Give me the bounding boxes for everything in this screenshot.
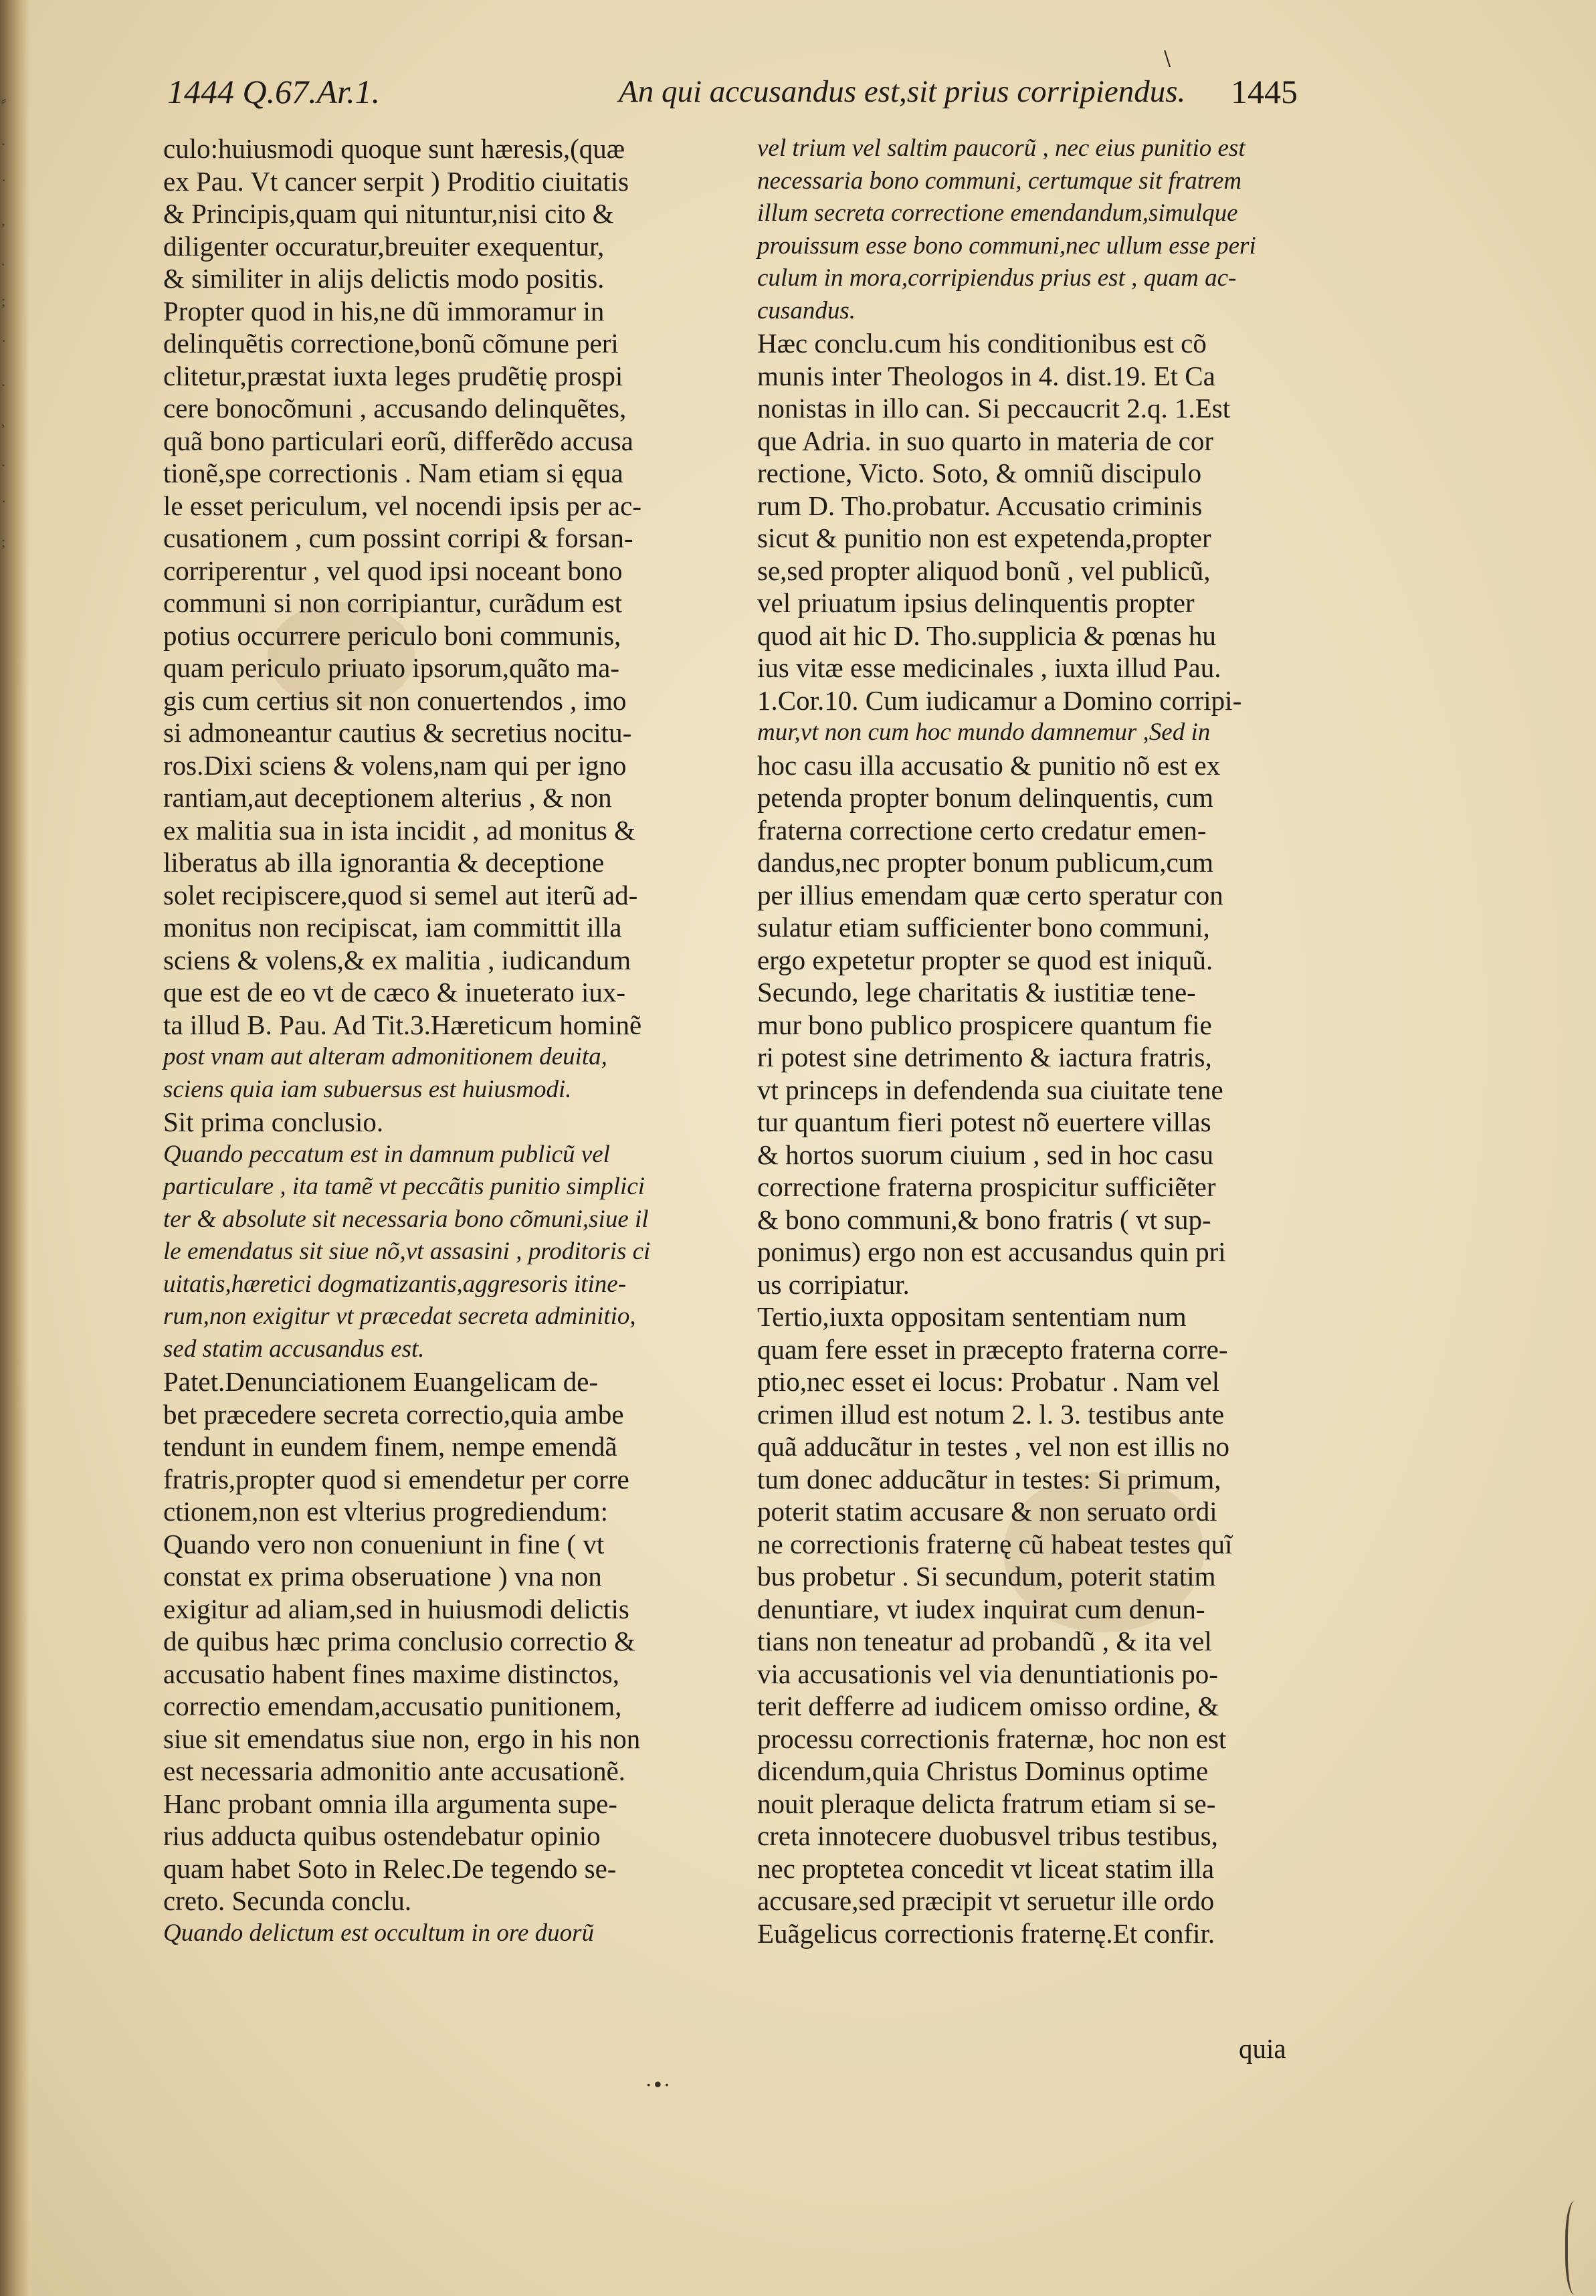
text-line-right: via accusationis vel via denuntiationis po-	[757, 1658, 1218, 1689]
text-line-right: quam fere esset in præcepto fraterna corre-	[757, 1333, 1228, 1365]
text-line-left: ex Pau. Vt cancer serpit ) Proditio ciuitatis	[163, 165, 629, 197]
text-line-right: 1.Cor.10. Cum iudicamur a Domino corripi-	[757, 684, 1242, 716]
text-line-left: ter & absolute sit necessaria bono cõmuni,siue il	[163, 1205, 649, 1233]
text-line-left: de quibus hæc prima conclusio correctio &	[163, 1626, 635, 1656]
text-line-left: clitetur,præstat iuxta leges prudẽtię prospi	[163, 360, 623, 391]
text-line-left: ctionem,non est vlterius progrediendum:	[163, 1496, 608, 1527]
text-line-right: hoc casu illa accusatio & punitio nõ est ex	[757, 749, 1221, 781]
text-line-right: nonistas in illo can. Si peccaucrit 2.q. 1.Est	[757, 393, 1231, 423]
text-line-right: mur,vt non cum hoc mundo damnemur ,Sed in	[757, 719, 1211, 746]
text-line-right: se,sed propter aliquod bonũ , vel publicũ,	[757, 555, 1211, 586]
text-line-right: sulatur etiam sufficienter bono communi,	[757, 912, 1210, 943]
text-line-left: creto. Secunda conclu.	[163, 1885, 412, 1916]
text-line-left: sciens quia iam subuersus est huiusmodi.	[163, 1075, 572, 1103]
text-line-left: le esset periculum, vel nocendi ipsis per ac-	[163, 490, 641, 521]
text-line-right: Euãgelicus correctionis fraternę.Et confir.	[757, 1917, 1215, 1949]
catchword: quia	[1239, 2033, 1286, 2064]
text-line-left: fratris,propter quod si emendetur per corre	[163, 1463, 629, 1495]
text-line-left: corriperentur , vel quod ipsi noceant bono	[163, 555, 623, 586]
text-line-right: us corripiatur.	[757, 1268, 910, 1300]
text-line-right: cusandus.	[757, 296, 856, 324]
text-line-right: per illius emendam quæ certo speratur con	[757, 879, 1223, 911]
text-line-right: sicut & punitio non est expetenda,propter	[757, 522, 1211, 553]
text-line-left: Patet.Denunciationem Euangelicam de-	[163, 1366, 599, 1397]
text-line-right: quã adducãtur in testes , vel non est illis no	[757, 1431, 1229, 1462]
text-line-left: Quando delictum est occultum in ore duorũ	[163, 1919, 594, 1947]
text-line-right: denuntiare, vt iudex inquirat cum denun-	[757, 1593, 1205, 1624]
running-title: An qui accusandus est,sit prius corripiendus.	[619, 74, 1186, 109]
text-line-right: rectione, Victo. Soto, & omniũ discipulo	[757, 458, 1202, 488]
text-line-right: rum D. Tho.probatur. Accusatio criminis	[757, 490, 1203, 521]
ink-mark: \	[1164, 47, 1171, 70]
text-line-left: Quando vero non conueniunt in fine ( vt	[163, 1528, 605, 1559]
text-line-left: Propter quod in his,ne dũ immoramur in	[163, 295, 605, 326]
text-line-right: Tertio,iuxta oppositam sententiam num	[757, 1301, 1187, 1332]
page-edge-mark	[1565, 2201, 1588, 2295]
text-line-right: processu correctionis fraternæ, hoc non est	[757, 1723, 1227, 1754]
text-line-left: & similiter in alijs delictis modo positis.	[163, 263, 605, 294]
text-line-right: dicendum,quia Christus Dominus optime	[757, 1755, 1209, 1786]
text-line-left: Quando peccatum est in damnum publicũ vel	[163, 1140, 610, 1168]
text-line-right: necessaria bono communi, certumque sit fratrem	[757, 167, 1242, 195]
text-line-left: uitatis,hæretici dogmatizantis,aggresoris itine-	[163, 1270, 627, 1298]
text-line-left: sed statim accusandus est.	[163, 1335, 425, 1363]
text-line-left: accusatio habent fines maxime distinctos,	[163, 1658, 620, 1689]
text-line-right: munis inter Theologos in 4. dist.19. Et Ca	[757, 360, 1215, 391]
text-line-left: culo:huiusmodi quoque sunt hæresis,(quæ	[163, 133, 625, 164]
text-line-right: tians non teneatur ad probandũ , & ita vel	[757, 1626, 1212, 1656]
text-line-left: rantiam,aut deceptionem alterius , & non	[163, 782, 612, 813]
text-line-right: culum in mora,corripiendus prius est , quam ac-	[757, 264, 1237, 292]
text-line-right: ergo expetetur propter se quod est iniquũ.	[757, 944, 1213, 975]
page-number-right: 1445	[1231, 73, 1298, 110]
text-line-right: illum secreta correctione emendandum,simulque	[757, 199, 1238, 227]
text-column-left	[163, 132, 728, 1949]
text-line-left: rum,non exigitur vt præcedat secreta adminitio,	[163, 1303, 636, 1330]
text-line-left: communi si non corripiantur, curãdum est	[163, 587, 623, 618]
text-line-left: cusationem , cum possint corripi & forsan-	[163, 522, 633, 553]
text-line-right: crimen illud est notum 2. l. 3. testibus ante	[757, 1398, 1225, 1430]
text-line-left: delinquẽtis correctione,bonũ cõmune peri	[163, 328, 619, 359]
text-line-right: ius vitæ esse medicinales , iuxta illud Pau.	[757, 652, 1221, 683]
text-line-right: & hortos suorum ciuium , sed in hoc casu	[757, 1139, 1214, 1170]
gutter-show-through: ⸗ . · , . ; · . , . · ;	[1, 92, 7, 550]
ink-mark: ·•·	[645, 2074, 670, 2097]
running-head	[167, 72, 1298, 126]
text-line-right: quod ait hic D. Tho.supplicia & pœnas hu	[757, 619, 1216, 651]
text-line-left: sciens & volens,& ex malitia , iudicandum	[163, 944, 631, 975]
text-line-right: que Adria. in suo quarto in materia de cor	[757, 425, 1213, 456]
text-line-left: tendunt in eundem finem, nempe emendã	[163, 1431, 617, 1462]
text-line-left: siue sit emendatus siue non, ergo in his non	[163, 1723, 641, 1754]
text-line-right: vel priuatum ipsius delinquentis propter	[757, 587, 1195, 618]
page-number-left: 1444 Q.67.Ar.1.	[167, 73, 381, 110]
text-line-right: vt princeps in defendenda sua ciuitate tene	[757, 1074, 1223, 1105]
text-line-left: Sit prima conclusio.	[163, 1107, 384, 1137]
text-line-right: petenda propter bonum delinquentis, cum	[757, 782, 1214, 813]
text-line-right: bus probetur . Si secundum, poterit statim	[757, 1561, 1216, 1592]
text-line-right: nouit pleraque delicta fratrum etiam si se-	[757, 1788, 1216, 1819]
text-line-left: potius occurrere periculo boni communis,	[163, 619, 621, 651]
text-line-left: gis cum certius sit non conuertendos , imo	[163, 684, 627, 716]
text-line-left: correctio emendam,accusatio punitionem,	[163, 1691, 622, 1721]
binding-gutter	[0, 0, 29, 2296]
text-line-right: mur bono publico prospicere quantum fie	[757, 1009, 1212, 1040]
text-line-left: cere bonocõmuni , accusando delinquẽtes,	[163, 393, 627, 423]
text-line-left: post vnam aut alteram admonitionem deuita,	[163, 1043, 607, 1070]
text-line-left: que est de eo vt de cæco & inueterato iux-	[163, 977, 626, 1008]
text-line-right: fraterna correctione certo credatur emen-	[757, 814, 1207, 846]
text-line-left: si admoneantur cautius & secretius nocitu-	[163, 717, 632, 748]
text-line-right: terit defferre ad iudicem omisso ordine, &	[757, 1691, 1219, 1721]
text-line-right: Hæc conclu.cum his conditionibus est cõ	[757, 328, 1207, 359]
text-line-right: ptio,nec esset ei locus: Probatur . Nam vel	[757, 1366, 1220, 1397]
text-line-left: tionẽ,spe correctionis . Nam etiam si ęqua	[163, 458, 623, 488]
text-line-left: & Principis,quam qui nituntur,nisi cito &	[163, 198, 614, 229]
text-line-left: bet præcedere secreta correctio,quia ambe	[163, 1398, 624, 1430]
text-line-right: vel trium vel saltim paucorũ , nec eius punitio est	[757, 134, 1245, 162]
text-line-left: exigitur ad aliam,sed in huiusmodi delictis	[163, 1593, 629, 1624]
text-line-left: rius adducta quibus ostendebatur opinio	[163, 1820, 601, 1851]
text-line-right: & bono communi,& bono fratris ( vt sup-	[757, 1204, 1211, 1235]
text-line-right: Secundo, lege charitatis & iustitiæ tene-	[757, 977, 1196, 1008]
text-line-right: tum donec adducãtur in testes: Si primum,	[757, 1463, 1221, 1495]
text-line-right: ri potest sine detrimento & iactura fratris,	[757, 1042, 1212, 1072]
text-line-left: monitus non recipiscat, iam committit illa	[163, 912, 622, 943]
text-line-left: quã bono particulari eorũ, differẽdo accusa	[163, 425, 633, 456]
text-line-left: quam habet Soto in Relec.De tegendo se-	[163, 1852, 617, 1884]
text-line-left: est necessaria admonitio ante accusationẽ.	[163, 1755, 626, 1786]
text-line-right: ponimus) ergo non est accusandus quin pri	[757, 1236, 1226, 1267]
text-line-right: nec proptetea concedit vt liceat statim illa	[757, 1852, 1215, 1884]
text-line-right: correctione fraterna prospicitur sufficiẽter	[757, 1171, 1216, 1202]
text-line-left: constat ex prima obseruatione ) vna non	[163, 1561, 602, 1592]
text-line-left: diligenter occuratur,breuiter exequentur,	[163, 230, 605, 262]
text-line-left: ros.Dixi sciens & volens,nam qui per igno	[163, 749, 627, 781]
text-line-left: quam periculo priuato ipsorum,quãto ma-	[163, 652, 620, 683]
text-line-right: prouissum esse bono communi,nec ullum esse peri	[757, 231, 1256, 260]
text-line-right: creta innotecere duobusvel tribus testibus,	[757, 1820, 1218, 1851]
text-line-right: dandus,nec propter bonum publicum,cum	[757, 847, 1214, 878]
text-line-right: ne correctionis fraternę cũ habeat testes quĩ	[757, 1528, 1233, 1559]
text-line-left: liberatus ab illa ignorantia & deceptione	[163, 847, 605, 878]
text-line-left: ta illud B. Pau. Ad Tit.3.Hæreticum hominẽ	[163, 1009, 642, 1040]
text-line-left: le emendatus sit siue nõ,vt assasini , proditoris ci	[163, 1238, 651, 1265]
text-line-left: particulare , ita tamẽ vt peccãtis punitio simplici	[163, 1173, 645, 1200]
text-line-right: poterit statim accusare & non seruato ordi	[757, 1496, 1217, 1527]
text-line-left: solet recipiscere,quod si semel aut iterũ ad-	[163, 879, 638, 911]
text-line-left: ex malitia sua in ista incidit , ad monitus &	[163, 814, 636, 846]
text-column-right	[757, 132, 1312, 1949]
text-line-left: Hanc probant omnia illa argumenta supe-	[163, 1788, 617, 1819]
text-line-right: accusare,sed præcipit vt seruetur ille ordo	[757, 1885, 1215, 1916]
text-line-right: tur quantum fieri potest nõ euertere villas	[757, 1107, 1211, 1137]
